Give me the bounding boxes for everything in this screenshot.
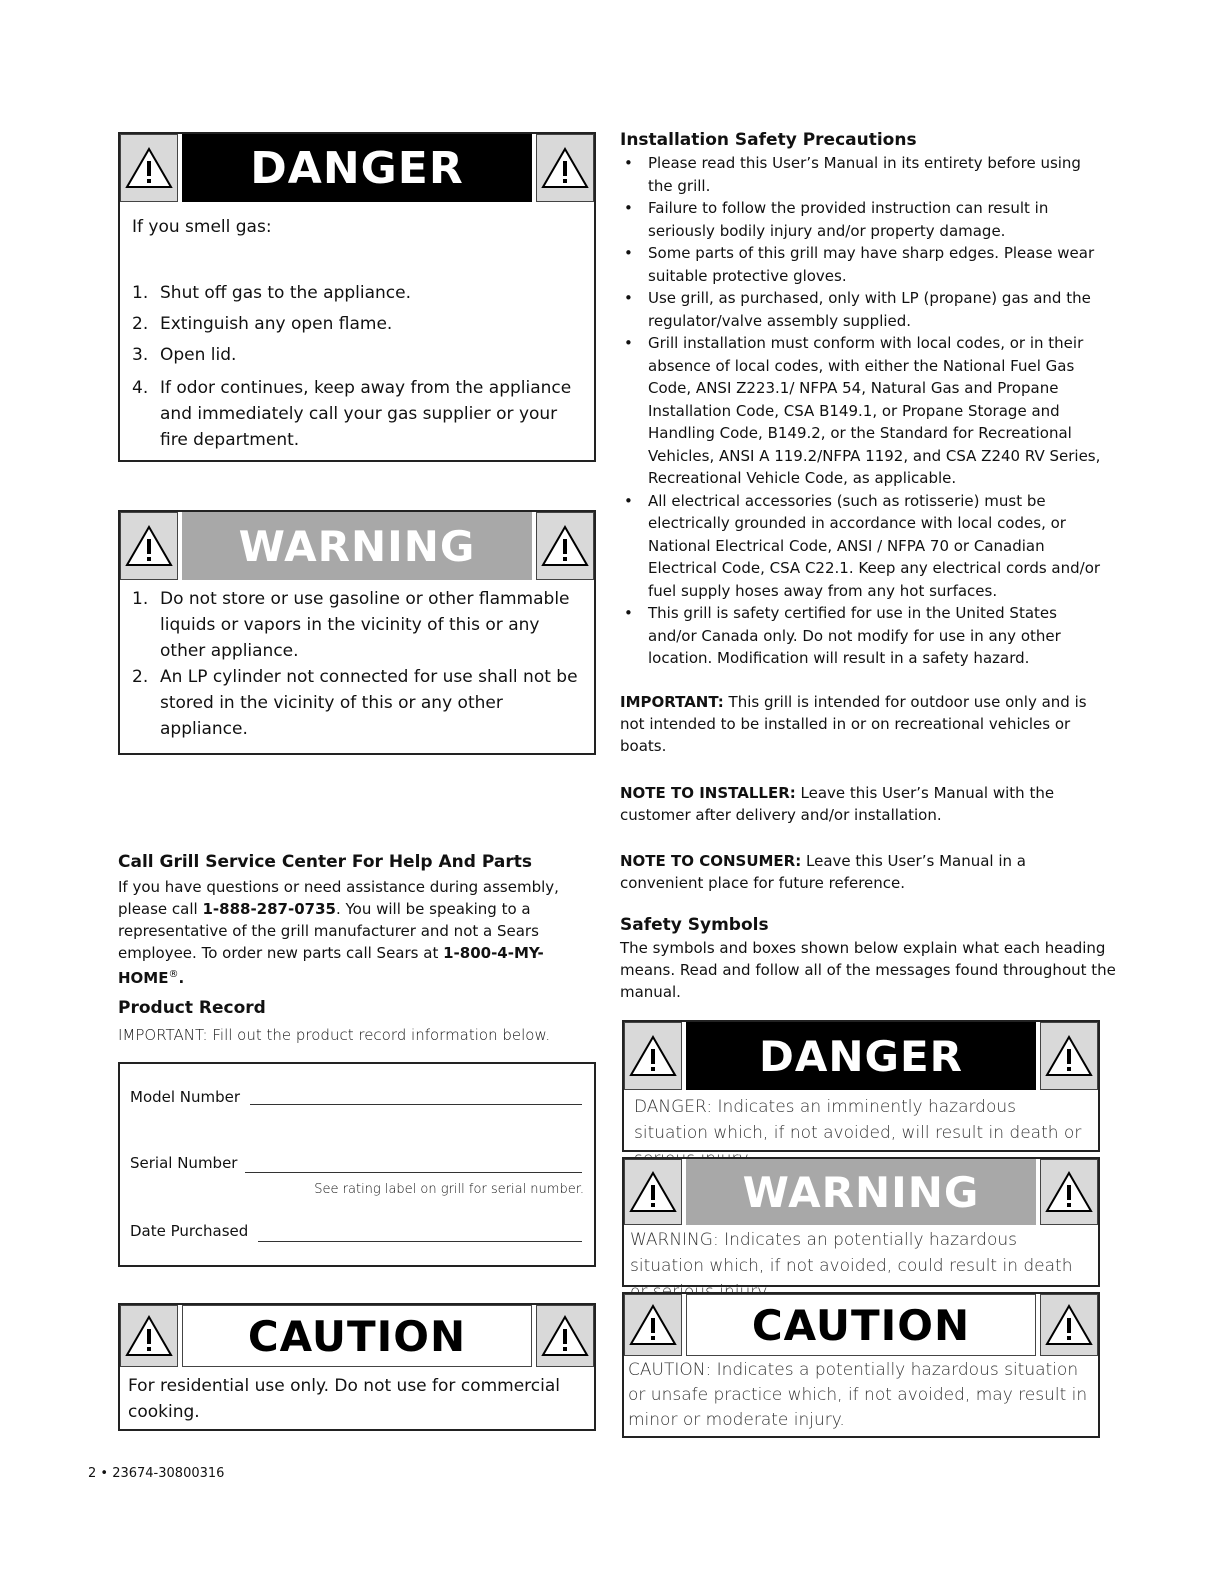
symbol-warning-title: WARNING [686,1159,1036,1225]
warning-triangle-icon [536,134,594,202]
list-item: • Please read this User’s Manual in its entirety before using the grill. [624,154,1081,195]
page-footer: 2 • 23674-30800316 [88,1466,225,1481]
symbol-warning-text: WARNING: Indicates an potentially hazardous situation which, if not avoided, could result in death [630,1230,1073,1276]
list-item: • Some parts of this grill may have sharp edges. Please wear suitable protective gloves. [624,244,1095,285]
installation-list [620,152,1110,670]
symbol-caution-title: CAUTION [686,1294,1036,1356]
symbol-danger-text: DANGER: Indicates an imminently hazardous situation which, if not avoided, will result in death or [634,1097,1082,1143]
list-item: 4. If odor continues, keep away from the appliance and immediately call your gas supplier or your fire department. [132,378,572,450]
installation-heading: Installation Safety Precautions [620,130,917,150]
warning-triangle-icon [120,134,178,202]
product-record-form [118,1062,596,1267]
date-purchased-label: Date Purchased [130,1222,249,1240]
model-number-field[interactable] [250,1104,582,1105]
serial-number-field[interactable] [245,1172,582,1173]
warning-triangle-icon [624,1022,682,1090]
product-record-section [118,998,598,1046]
list-item: • All electrical accessories (such as rotisserie) must be electrically grounded in accordance with local codes, or National Electrical Code, ANSI / NFPA 70 or Canadian Electrical Code, CSA C22.1. Keep any electrical cords and/or fuel supply hoses away from any hot surfaces. [624,491,1101,600]
service-heading: Call Grill Service Center For Help And Parts [118,852,532,872]
list-item: 1. Do not store or use gasoline or other flammable liquids or vapors in the vicinity of this or any other appliance. [132,589,570,661]
safety-symbols-section [620,915,1120,1003]
warning-triangle-icon [624,1159,682,1225]
warning-triangle-icon [1040,1294,1098,1356]
list-item: 3. Open lid. [132,345,237,365]
list-item: 2. Extinguish any open flame. [132,314,393,334]
warning-triangle-icon [624,1294,682,1356]
list-item: • Failure to follow the provided instruction can result in seriously bodily injury and/or property damage. [624,199,1049,240]
list-item: • This grill is safety certified for use in the United States and/or Canada only. Do not modify for use in any other location. Modification will result in a safety hazard. [624,604,1061,667]
serial-number-label: Serial Number [130,1154,238,1172]
serial-number-note: See rating label on grill for serial number. [314,1182,584,1197]
danger-steps [132,278,584,453]
caution-text: For residential use only. Do not use for commercial cooking. [128,1376,560,1422]
warning-triangle-icon [120,512,178,580]
symbol-danger-box [622,1020,1100,1152]
warning-title: WARNING [182,512,532,580]
list-item: • Grill installation must conform with local codes, or in their absence of local codes, with either the National Fuel Gas Code, ANSI Z223.1/ NFPA 54, Natural Gas and Propane Installation Code, CSA B149.1, or Propane Storage and Handling Code, B149.2, or the Standard for Recreational Vehicles, ANSI A 119.2/NFPA 1192, and CSA Z240 RV Series, Recreational Vehicle Code, as applicable. [624,334,1101,487]
symbol-danger-title: DANGER [686,1022,1036,1090]
warning-triangle-icon [1040,1159,1098,1225]
danger-title: DANGER [182,134,532,202]
caution-title: CAUTION [182,1305,532,1367]
symbol-caution-box [622,1292,1100,1438]
model-number-label: Model Number [130,1088,241,1106]
warning-triangle-icon [120,1305,178,1367]
service-phone: 1-888-287-0735 [202,900,336,918]
danger-intro: If you smell gas: [132,217,272,237]
note-to-consumer: NOTE TO CONSUMER: Leave this User’s Manual in a convenient place for future reference. [620,852,1026,892]
warning-box [118,510,596,755]
product-record-heading: Product Record [118,998,266,1018]
danger-box [118,132,596,462]
service-section [118,852,598,989]
list-item: 2. An LP cylinder not connected for use shall not be stored in the vicinity of this or any other appliance. [132,667,578,739]
service-text: If you have questions or need assistance during assembly, please call 1-888-287-0735. You will be speaking to a representative of the grill manufacturer and not a Sears employee. To order new parts call Sears at 1-800-4-MY-HOME®. [118,878,559,987]
note-to-installer: NOTE TO INSTALLER: Leave this User’s Manual with the customer after delivery and/or installation. [620,784,1055,824]
product-record-important: IMPORTANT: Fill out the product record information below. [118,1026,551,1044]
installation-section [620,130,1110,670]
warning-triangle-icon [1040,1022,1098,1090]
date-purchased-field[interactable] [258,1241,582,1242]
important-note: IMPORTANT: This grill is intended for outdoor use only and is not intended to be installed in or on recreational vehicles or boats. [620,693,1087,755]
warning-triangle-icon [536,1305,594,1367]
caution-box [118,1303,596,1431]
list-item: 1. Shut off gas to the appliance. [132,283,412,303]
symbol-caution-text: CAUTION: Indicates a potentially hazardous situation or unsafe practice which, if not avoided, may result in minor or moderate injury. [628,1360,1088,1430]
warning-triangle-icon [536,512,594,580]
safety-symbols-text: The symbols and boxes shown below explain what each heading means. Read and follow all of the messages found throughout the manual. [620,939,1116,1001]
safety-symbols-heading: Safety Symbols [620,915,769,935]
parts-phone: 1-800-4-MY-HOME [118,944,544,987]
list-item: • Use grill, as purchased, only with LP (propane) gas and the regulator/valve assembly supplied. [624,289,1091,330]
symbol-warning-box [622,1157,1100,1287]
warning-steps [132,586,584,742]
